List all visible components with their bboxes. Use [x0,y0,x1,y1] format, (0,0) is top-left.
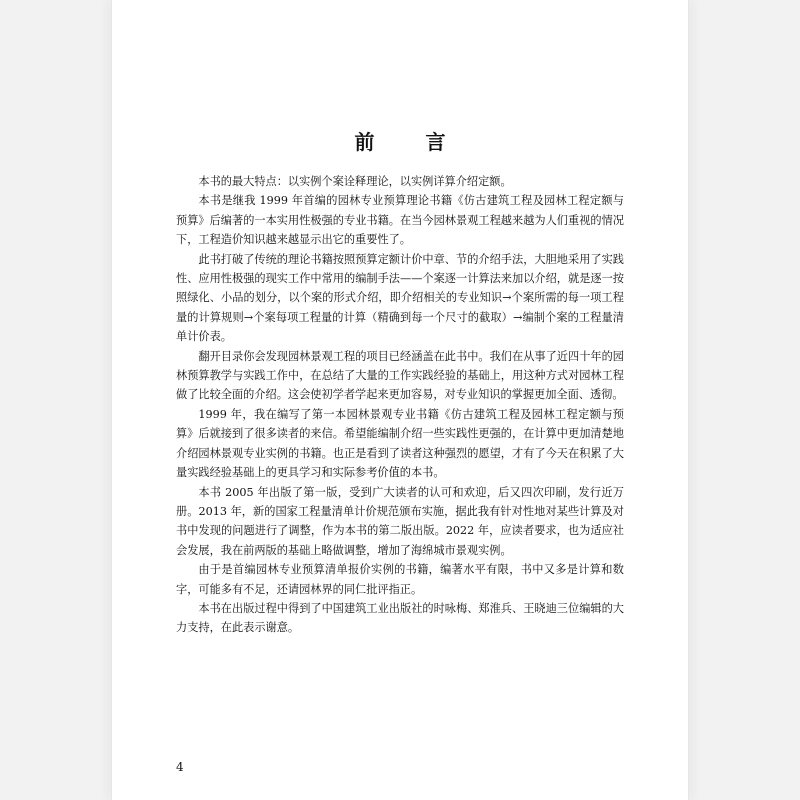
paragraph: 1999 年，我在编写了第一本园林景观专业书籍《仿古建筑工程及园林工程定额与预算》后就接到了很多读者的来信。希望能编制介绍一些实践性更强的，在计算中更加清楚地介绍园林景观专业实例的书籍。也正是看到了读者这种强烈的愿望，才有了今天在积累了大量实践经验基础上的更具学习和实际参考价值的本书。 [176,407,624,480]
book-page [112,0,688,800]
paragraph: 本书在出版过程中得到了中国建筑工业出版社的时咏梅、郑淮兵、王晓迪三位编辑的大力支持，在此表示谢意。 [176,601,624,635]
paragraph: 本书的最大特点：以实例个案诠释理论，以实例详算介绍定额。 [198,175,512,188]
paragraph: 本书 2005 年出版了第一版，受到广大读者的认可和欢迎，后又四次印刷，发行近万册。2013 年，新的国家工程量清单计价规范颁布实施，据此我有针对性地对某些计算及对书中发现的问题进行了调整，作为本书的第二版出版。2022 年，应读者要求，也为适应社会发展，我在前两版的基础上略做调整，增加了海绵城市景观实例。 [176,485,624,557]
paragraph: 本书是继我 1999 年首编的园林专业预算理论书籍《仿古建筑工程及园林工程定额与预算》后编著的一本实用性极强的专业书籍。在当今园林景观工程越来越为人们重视的情况下，工程造价知识越来越显示出它的重要性了。 [176,194,624,247]
preface-body [176,172,624,638]
page-number: 4 [176,760,184,774]
page-title: 前 言 [354,130,468,154]
paragraph: 此书打破了传统的理论书籍按照预算定额计价中章、节的介绍手法，大胆地采用了实践性、应用性极强的现实工作中常用的编制手法——个案逐一计算法来加以介绍，就是逐一按照绿化、小品的划分，以个案的形式介绍，即介绍相关的专业知识→个案所需的每一项工程量的计算规则→个案每项工程量的计算（精确到每一个尺寸的截取）→编制个案的工程量清单计价表。 [176,252,624,344]
paragraph: 由于是首编园林专业预算清单报价实例的书籍，编著水平有限，书中又多是计算和数字，可能多有不足，还请园林界的同仁批评指正。 [176,563,624,596]
paragraph: 翻开目录你会发现园林景观工程的项目已经涵盖在此书中。我们在从事了近四十年的园林预算教学与实践工作中，在总结了大量的工作实践经验的基础上，用这种方式对园林工程做了比较全面的介绍。这会使初学者学起来更加容易，对专业知识的掌握更加全面、透彻。 [176,349,624,402]
